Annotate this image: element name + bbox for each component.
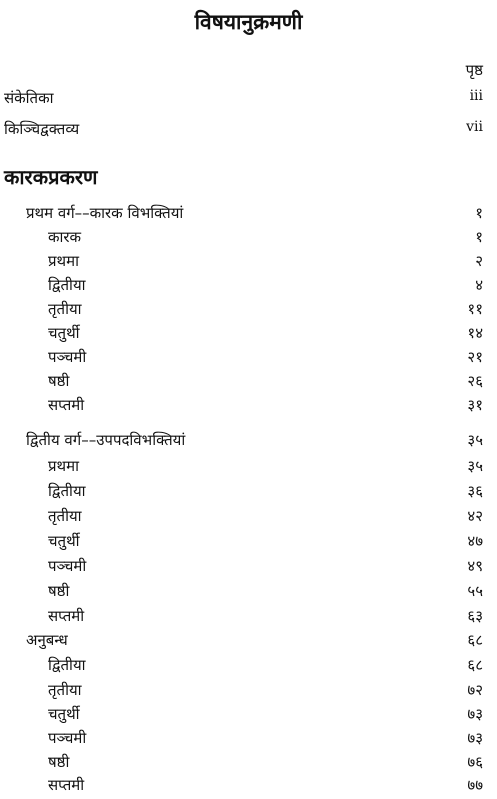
toc-entry-label: प्रथमा	[48, 457, 79, 475]
toc-entry-page: ३५	[467, 457, 483, 475]
toc-group-heading[interactable]	[0, 203, 497, 227]
toc-entry-label: सप्तमी	[48, 776, 85, 794]
toc-entry-page: १	[475, 228, 483, 246]
toc-entry-page: ४७	[467, 532, 483, 550]
toc-entry-label: तृतीया	[48, 300, 82, 318]
toc-entry-label: पञ्चमी	[48, 729, 87, 747]
toc-group-heading[interactable]	[0, 630, 497, 654]
toc-entry[interactable]	[0, 704, 497, 728]
toc-entry-page: vii	[466, 119, 483, 135]
toc-entry-label: संकेतिका	[4, 89, 54, 107]
toc-entry[interactable]	[0, 655, 497, 679]
toc-entry-label: षष्ठी	[48, 372, 70, 390]
toc-entry-page: ३६	[467, 482, 483, 500]
toc-entry-page: ६८	[467, 631, 483, 649]
toc-entry-page: ७६	[467, 753, 483, 771]
toc-entry[interactable]	[0, 323, 497, 347]
toc-entry[interactable]	[0, 752, 497, 776]
toc-entry[interactable]	[0, 680, 497, 704]
toc-entry-label: तृतीया	[48, 507, 82, 525]
toc-entry-label: षष्ठी	[48, 753, 70, 771]
toc-entry-label: षष्ठी	[48, 582, 70, 600]
toc-entry[interactable]	[0, 556, 497, 580]
toc-entry[interactable]	[0, 775, 497, 799]
toc-entry[interactable]	[0, 299, 497, 323]
toc-entry[interactable]	[0, 728, 497, 752]
toc-entry-label: प्रथम वर्ग––कारक विभक्तियां	[26, 204, 184, 222]
toc-entry-label: सप्तमी	[48, 607, 85, 625]
toc-entry[interactable]	[0, 347, 497, 371]
toc-entry-label: सप्तमी	[48, 396, 85, 414]
toc-entry-label: तृतीया	[48, 681, 82, 699]
toc-entry-label: पञ्चमी	[48, 557, 87, 575]
toc-entry-page: ३५	[467, 431, 483, 449]
toc-entry-page: ५५	[467, 582, 483, 600]
toc-entry[interactable]	[0, 371, 497, 395]
toc-entry-label: द्वितीया	[48, 482, 86, 500]
toc-entry-label: चतुर्थी	[48, 532, 80, 550]
toc-entry-page: ११	[467, 300, 483, 318]
toc-entry-page: iii	[469, 88, 483, 104]
toc-entry-label: प्रथमा	[48, 252, 79, 270]
toc-entry-page: ७३	[467, 729, 483, 747]
toc-entry[interactable]	[0, 395, 497, 419]
toc-entry-page: ७२	[467, 681, 483, 699]
toc-entry[interactable]	[0, 606, 497, 630]
toc-entry-page: ७३	[467, 705, 483, 723]
toc-entry-page: ४९	[467, 557, 483, 575]
toc-entry-front-matter[interactable]	[0, 119, 497, 143]
toc-entry[interactable]	[0, 456, 497, 480]
toc-entry-front-matter[interactable]	[0, 88, 497, 112]
page-column-header: पृष्ठ	[465, 61, 483, 79]
toc-entry-label: चतुर्थी	[48, 705, 80, 723]
toc-entry-page: १४	[467, 324, 483, 342]
toc-entry-label: कारक	[48, 228, 82, 246]
toc-group-heading[interactable]	[0, 430, 497, 454]
toc-entry[interactable]	[0, 481, 497, 505]
toc-entry-page: ६८	[467, 656, 483, 674]
toc-entry-page: ७७	[467, 776, 483, 794]
toc-entry[interactable]	[0, 251, 497, 275]
toc-entry-page: ४२	[467, 507, 483, 525]
toc-entry[interactable]	[0, 227, 497, 251]
toc-entry-page: ४	[475, 276, 483, 294]
toc-entry[interactable]	[0, 275, 497, 299]
toc-entry-label: अनुबन्ध	[26, 631, 68, 649]
toc-entry-label: द्वितीया	[48, 276, 86, 294]
toc-entry[interactable]	[0, 531, 497, 555]
toc-entry-label: पञ्चमी	[48, 348, 87, 366]
toc-entry-page: १	[475, 204, 483, 222]
toc-entry[interactable]	[0, 506, 497, 530]
toc-entry-page: २	[475, 252, 483, 270]
toc-entry-label: द्वितीय वर्ग––उपपदविभक्तियां	[26, 431, 186, 449]
section-heading: कारकप्रकरण	[4, 165, 98, 189]
toc-entry-page: २६	[467, 372, 483, 390]
toc-entry[interactable]	[0, 581, 497, 605]
toc-entry-page: ६३	[467, 607, 483, 625]
toc-entry-page: ३१	[467, 396, 483, 414]
toc-entry-label: चतुर्थी	[48, 324, 80, 342]
toc-title: विषयानुक्रमणी	[194, 10, 303, 34]
toc-entry-label: द्वितीया	[48, 656, 86, 674]
toc-entry-page: २१	[467, 348, 483, 366]
toc-entry-label: किञ्चिद्वक्तव्य	[4, 120, 80, 138]
